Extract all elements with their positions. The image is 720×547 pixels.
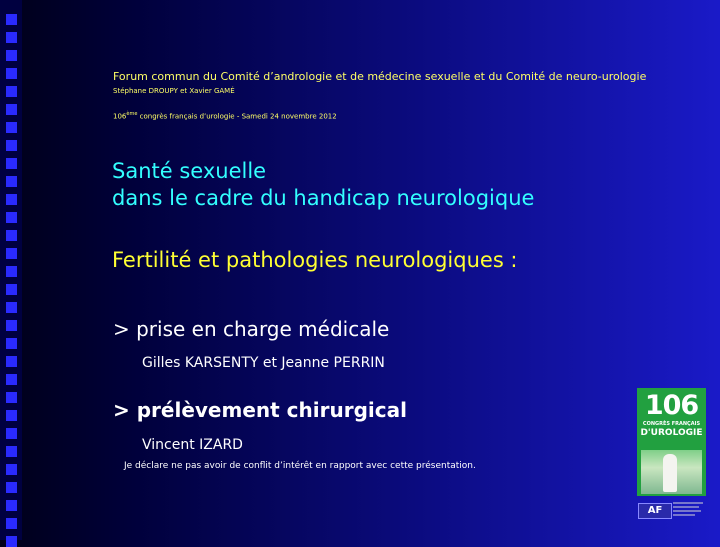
afu-logo-mark: ΑϜ: [647, 505, 663, 516]
section-medical-authors: Gilles KARSENTY et Jeanne PERRIN: [142, 355, 385, 371]
fertility-heading: Fertilité et pathologies neurologiques :: [112, 248, 518, 272]
decorative-square: [6, 392, 17, 403]
decorative-square: [6, 122, 17, 133]
congress-line: [113, 111, 337, 120]
decorative-square: [6, 194, 17, 205]
congress-number: 106: [113, 112, 127, 121]
poster-number: 106: [644, 390, 699, 421]
decorative-square: [6, 230, 17, 241]
section-medical-care: > prise en charge médicale: [113, 317, 390, 341]
decorative-square: [6, 212, 17, 223]
decorative-square: [6, 320, 17, 331]
decorative-square: [6, 482, 17, 493]
decorative-square: [6, 248, 17, 259]
decorative-square: [6, 266, 17, 277]
poster-subtitle-small: CONGRÈS FRANÇAIS: [642, 421, 701, 427]
title-line-1: Santé sexuelle: [112, 159, 267, 183]
congress-rest: congrès français d’urologie - Samedi 24 novembre 2012: [137, 112, 337, 121]
decorative-square: [6, 86, 17, 97]
decorative-square: [6, 446, 17, 457]
disclosure-statement: Je déclare ne pas avoir de conflit d’intérêt en rapport avec cette présentation.: [124, 461, 476, 471]
decorative-square: [6, 32, 17, 43]
moderators-line: Stéphane DROUPY et Xavier GAMÉ: [113, 87, 235, 95]
afu-logo: [638, 503, 672, 519]
section-surgical-author: Vincent IZARD: [142, 437, 243, 453]
poster-subtitle-big: D'UROLOGIE: [640, 428, 703, 438]
decorative-square: [6, 428, 17, 439]
decorative-square: [6, 50, 17, 61]
decorative-square: [6, 536, 17, 547]
decorative-square: [6, 500, 17, 511]
poster-person-figure: [663, 454, 677, 492]
decorative-square: [6, 104, 17, 115]
decorative-square: [6, 464, 17, 475]
decorative-square: [6, 14, 17, 25]
section-surgical-retrieval: > prélèvement chirurgical: [113, 398, 407, 422]
decorative-square: [6, 374, 17, 385]
decorative-square: [6, 518, 17, 529]
decorative-square: [6, 68, 17, 79]
congress-sup: ème: [126, 111, 138, 117]
decorative-square: [6, 338, 17, 349]
title-line-2: dans le cadre du handicap neurologique: [112, 186, 535, 210]
decorative-square: [6, 284, 17, 295]
decorative-square: [6, 176, 17, 187]
decorative-square: [6, 302, 17, 313]
forum-line: Forum commun du Comité d’andrologie et de médecine sexuelle et du Comité de neuro-urologie: [113, 70, 647, 83]
decorative-square: [6, 140, 17, 151]
afu-logo-text-lines: [673, 502, 709, 520]
congress-poster-image: [637, 388, 706, 496]
decorative-square: [6, 410, 17, 421]
decorative-square: [6, 356, 17, 367]
decorative-square: [6, 158, 17, 169]
